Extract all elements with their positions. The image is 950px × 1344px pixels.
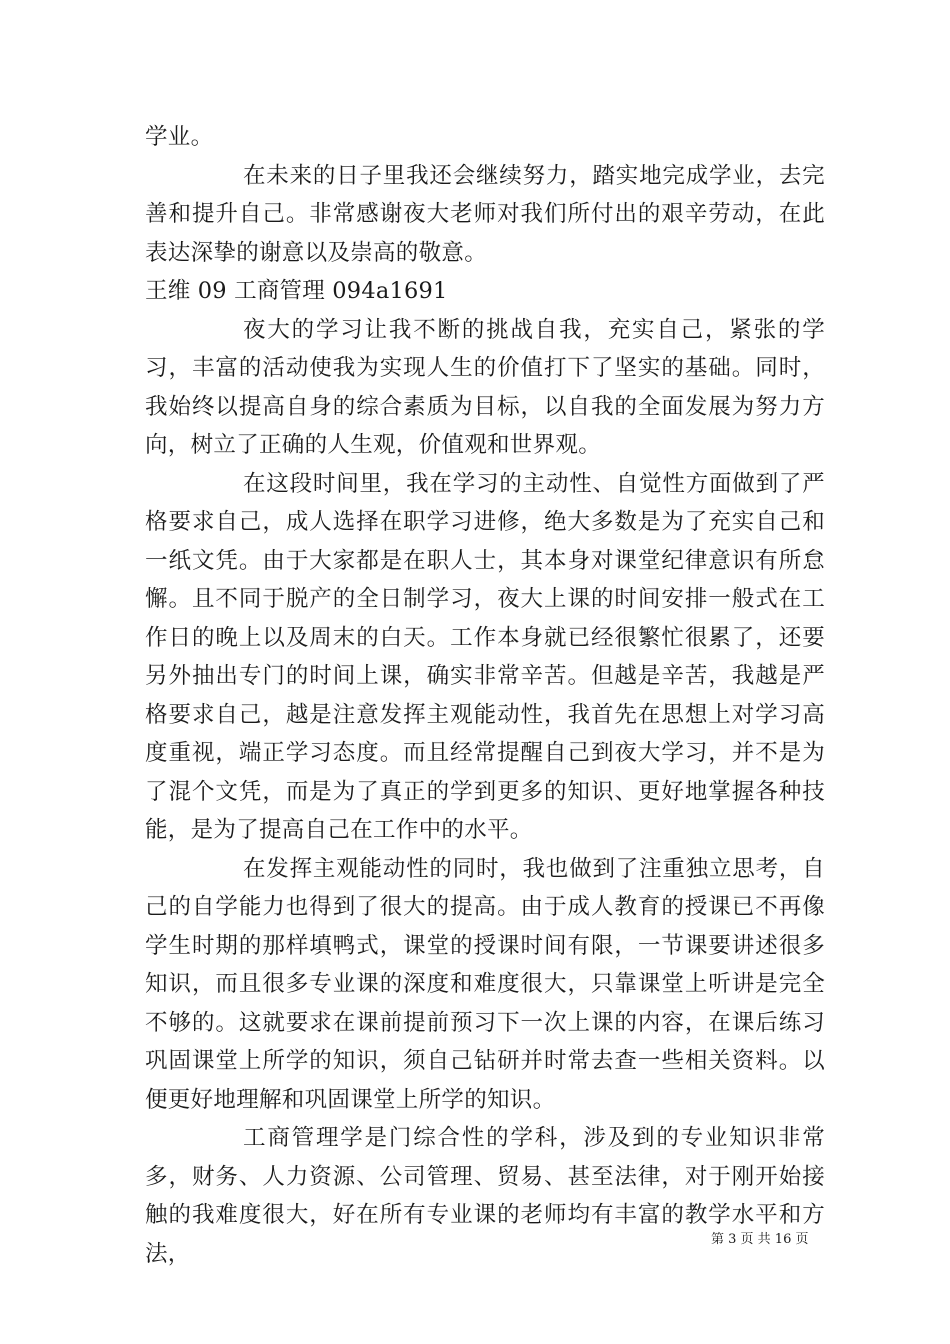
author-line: 王维 09 工商管理 094a1691 <box>145 278 448 304</box>
paragraph: 在这段时间里，我在学习的主动性、自觉性方面做到了严格要求自己，成人选择在职学习进修，绝大多数是为了充实自己和一纸文凭。由于大家都是在职人士，其本身对课堂纪律意识有所怠懈。且不同于脱产的全日制学习，夜大上课的时间安排一般式在工作日的晚上以及周末的白天。工作本身就已经很繁忙很累了，还要另外抽出专门的时间上课，确实非常辛苦。但越是辛苦，我越是严格要求自己，越是注意发挥主观能动性，我首先在思想上对学习高度重视，端正学习态度。而且经常提醒自己到夜大学习，并不是为了混个文凭，而是为了真正的学到更多的知识、更好地掌握各种技能，是为了提高自己在工作中的水平。 <box>145 470 825 843</box>
paragraph-continuation: 学业。 <box>145 124 214 150</box>
document-body <box>145 118 825 1273</box>
paragraph: 夜大的学习让我不断的挑战自我，充实自己，紧张的学习，丰富的活动使我为实现人生的价值打下了坚实的基础。同时，我始终以提高自身的综合素质为目标，以自我的全面发展为努力方向，树立了正确的人生观，价值观和世界观。 <box>145 316 825 458</box>
paragraph: 工商管理学是门综合性的学科，涉及到的专业知识非常多，财务、人力资源、公司管理、贸易、甚至法律，对于刚开始接触的我难度很大，好在所有专业课的老师均有丰富的教学水平和方法， <box>145 1125 825 1267</box>
paragraph: 在发挥主观能动性的同时，我也做到了注重独立思考，自己的自学能力也得到了很大的提高。由于成人教育的授课已不再像学生时期的那样填鸭式，课堂的授课时间有限，一节课要讲述很多知识，而且很多专业课的深度和难度很大，只靠课堂上听讲是完全不够的。这就要求在课前提前预习下一次上课的内容，在课后练习巩固课堂上所学的知识，须自己钻研并时常去查一些相关资料。以便更好地理解和巩固课堂上所学的知识。 <box>145 855 825 1113</box>
page-number: 第 3 页 共 16 页 <box>711 1232 809 1247</box>
paragraph: 在未来的日子里我还会继续努力，踏实地完成学业，去完善和提升自己。非常感谢夜大老师对我们所付出的艰辛劳动，在此表达深挚的谢意以及崇高的敬意。 <box>145 162 825 266</box>
